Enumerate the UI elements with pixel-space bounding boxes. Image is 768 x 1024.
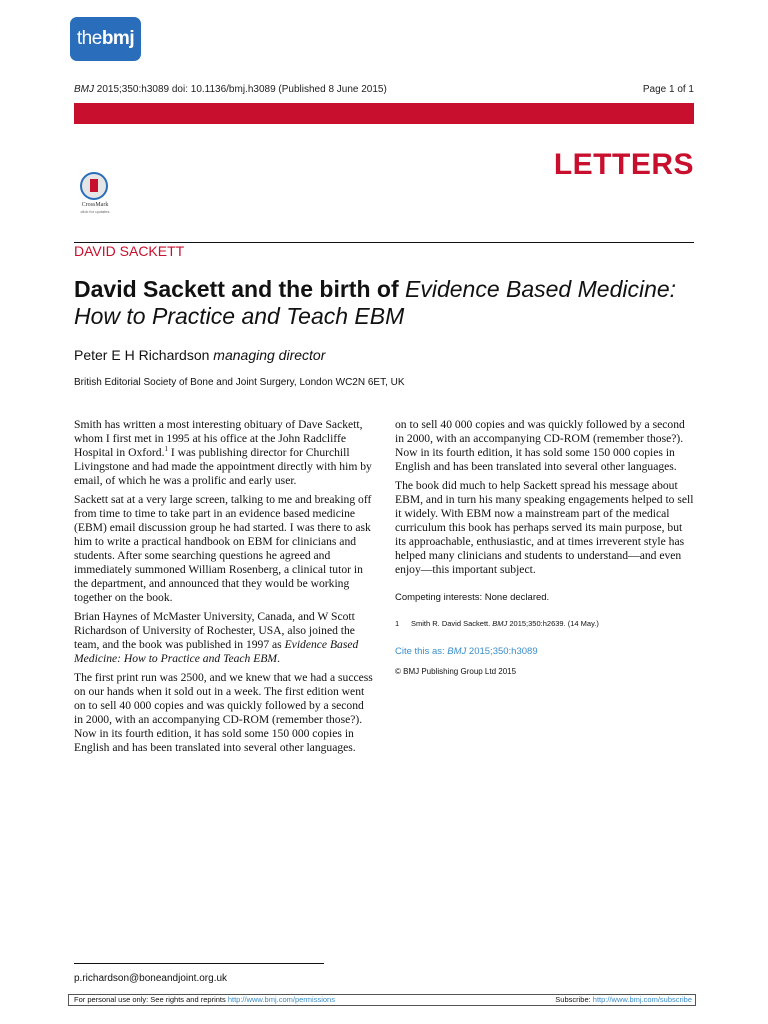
crossmark-sublabel: click for updates	[80, 209, 110, 214]
footer-right	[555, 995, 692, 1005]
paragraph-3-text-b: .	[277, 652, 280, 665]
citeas-prefix: Cite this as:	[395, 646, 448, 657]
body-column-right	[395, 418, 695, 679]
title-plain: David Sackett and the birth of	[74, 276, 405, 302]
subscribe-link[interactable]: http://www.bmj.com/subscribe	[592, 995, 692, 1004]
competing-interests: Competing interests: None declared.	[395, 592, 550, 603]
paragraph-3	[74, 610, 374, 666]
logo-prefix: the	[76, 28, 102, 49]
book-title: Evidence Based Medicine: How to Practice and Teach EBM	[74, 638, 359, 665]
title-italic: Evidence Based Medicine: How to Practice and Teach EBM	[74, 276, 677, 329]
reference-text-b: 2015;350:h2639. (14 May.)	[507, 619, 599, 628]
author-name: Peter E H Richardson	[74, 347, 214, 363]
article-title	[74, 276, 714, 330]
paragraph-1-text-a: Smith has written a most interesting obituary of Dave Sackett, whom I first met in 1995 at his office at the John Radcliffe Hospital in Oxford.	[74, 418, 363, 459]
cite-this-as[interactable]	[395, 645, 695, 659]
topic-label: DAVID SACKETT	[74, 243, 185, 259]
journal-name: BMJ	[74, 84, 94, 95]
page-number: Page 1 of 1	[642, 84, 694, 95]
citation-text: 2015;350:h3089 doi: 10.1136/bmj.h3089 (Published 8 June 2015)	[94, 84, 387, 95]
paragraph-2: Sackett sat at a very large screen, talking to me and breaking off from time to time to take part in an evidence based medicine (EBM) email discussion group he had started. I was there to ask him to write a practical handbook on EBM for clinicians and students. After some searching questions he agreed and immediately summoned William Rosenberg, a clinical tutor in the department, and announced that they would be working together on the book.	[74, 493, 372, 604]
section-title: LETTERS	[553, 148, 694, 181]
paragraph-1-text-b: I was publishing director for Churchill Livingstone and had made the appointment directly with him by email, of which he was a prolific and early user.	[74, 446, 372, 487]
crossmark-badge[interactable]	[77, 172, 113, 216]
reference-item	[395, 617, 695, 631]
reference-marker[interactable]: 1	[164, 445, 168, 454]
body-column-left	[74, 418, 374, 754]
copyright-notice: © BMJ Publishing Group Ltd 2015	[395, 667, 517, 676]
footer-rights-text: For personal use only: See rights and reprints	[74, 995, 228, 1004]
footer-subscribe-text: Subscribe:	[555, 995, 593, 1004]
header-bar	[74, 103, 694, 124]
paragraph-1	[74, 418, 374, 488]
footer-left	[74, 995, 335, 1005]
bmj-logo[interactable]	[70, 17, 141, 61]
citeas-journal: BMJ	[447, 646, 467, 657]
paragraph-4-continued: on to sell 40 000 copies and was quickly followed by a second in 2000, with an accompanying CD-ROM (remember those?). Now in its fourth edition, it has sold some 150 000 copies in English and has been translated into several other languages.	[395, 418, 685, 473]
reference-journal: BMJ	[492, 619, 508, 628]
paragraph-4: The first print run was 2500, and we knew that we had a success on our hands when it sold out in a week. The first edition went on to sell 40 000 copies and was quickly followed by a second in 2000, with an accompanying CD-ROM (remember those?). Now in its fourth edition, it has sold some 150 000 copies in English and has been translated into several other languages.	[74, 671, 373, 754]
paragraph-3-text-a: Brian Haynes of McMaster University, Canada, and W Scott Richardson of University of Rochester, USA, also joined the team, and the book was published in 1997 as	[74, 610, 355, 651]
crossmark-label: CrossMark	[81, 202, 109, 208]
author-role: managing director	[213, 347, 326, 363]
paragraph-5: The book did much to help Sackett spread his message about EBM, and in turn his many speaking engagements helped to sell it widely. With EBM now a mainstream part of the medical curriculum this book has perhaps served its main purpose, but its approachable, enthusiastic, and at times irreverent style has helped many clinicians and students to understand—and even enjoy—this important subject.	[395, 479, 694, 576]
author-affiliation: British Editorial Society of Bone and Joint Surgery, London WC2N 6ET, UK	[74, 377, 405, 388]
author-email[interactable]: p.richardson@boneandjoint.org.uk	[74, 973, 228, 984]
permissions-link[interactable]: http://www.bmj.com/permissions	[227, 995, 335, 1004]
logo-brand: bmj	[101, 28, 135, 49]
crossmark-icon	[80, 172, 108, 200]
citation-line	[74, 84, 387, 95]
footnote-divider	[74, 963, 324, 964]
author-line	[74, 347, 325, 363]
citeas-rest: 2015;350:h3089	[466, 646, 538, 657]
reference-text-a: Smith R. David Sackett.	[411, 619, 493, 628]
reference-number: 1	[395, 619, 400, 628]
footer-box	[68, 994, 696, 1006]
